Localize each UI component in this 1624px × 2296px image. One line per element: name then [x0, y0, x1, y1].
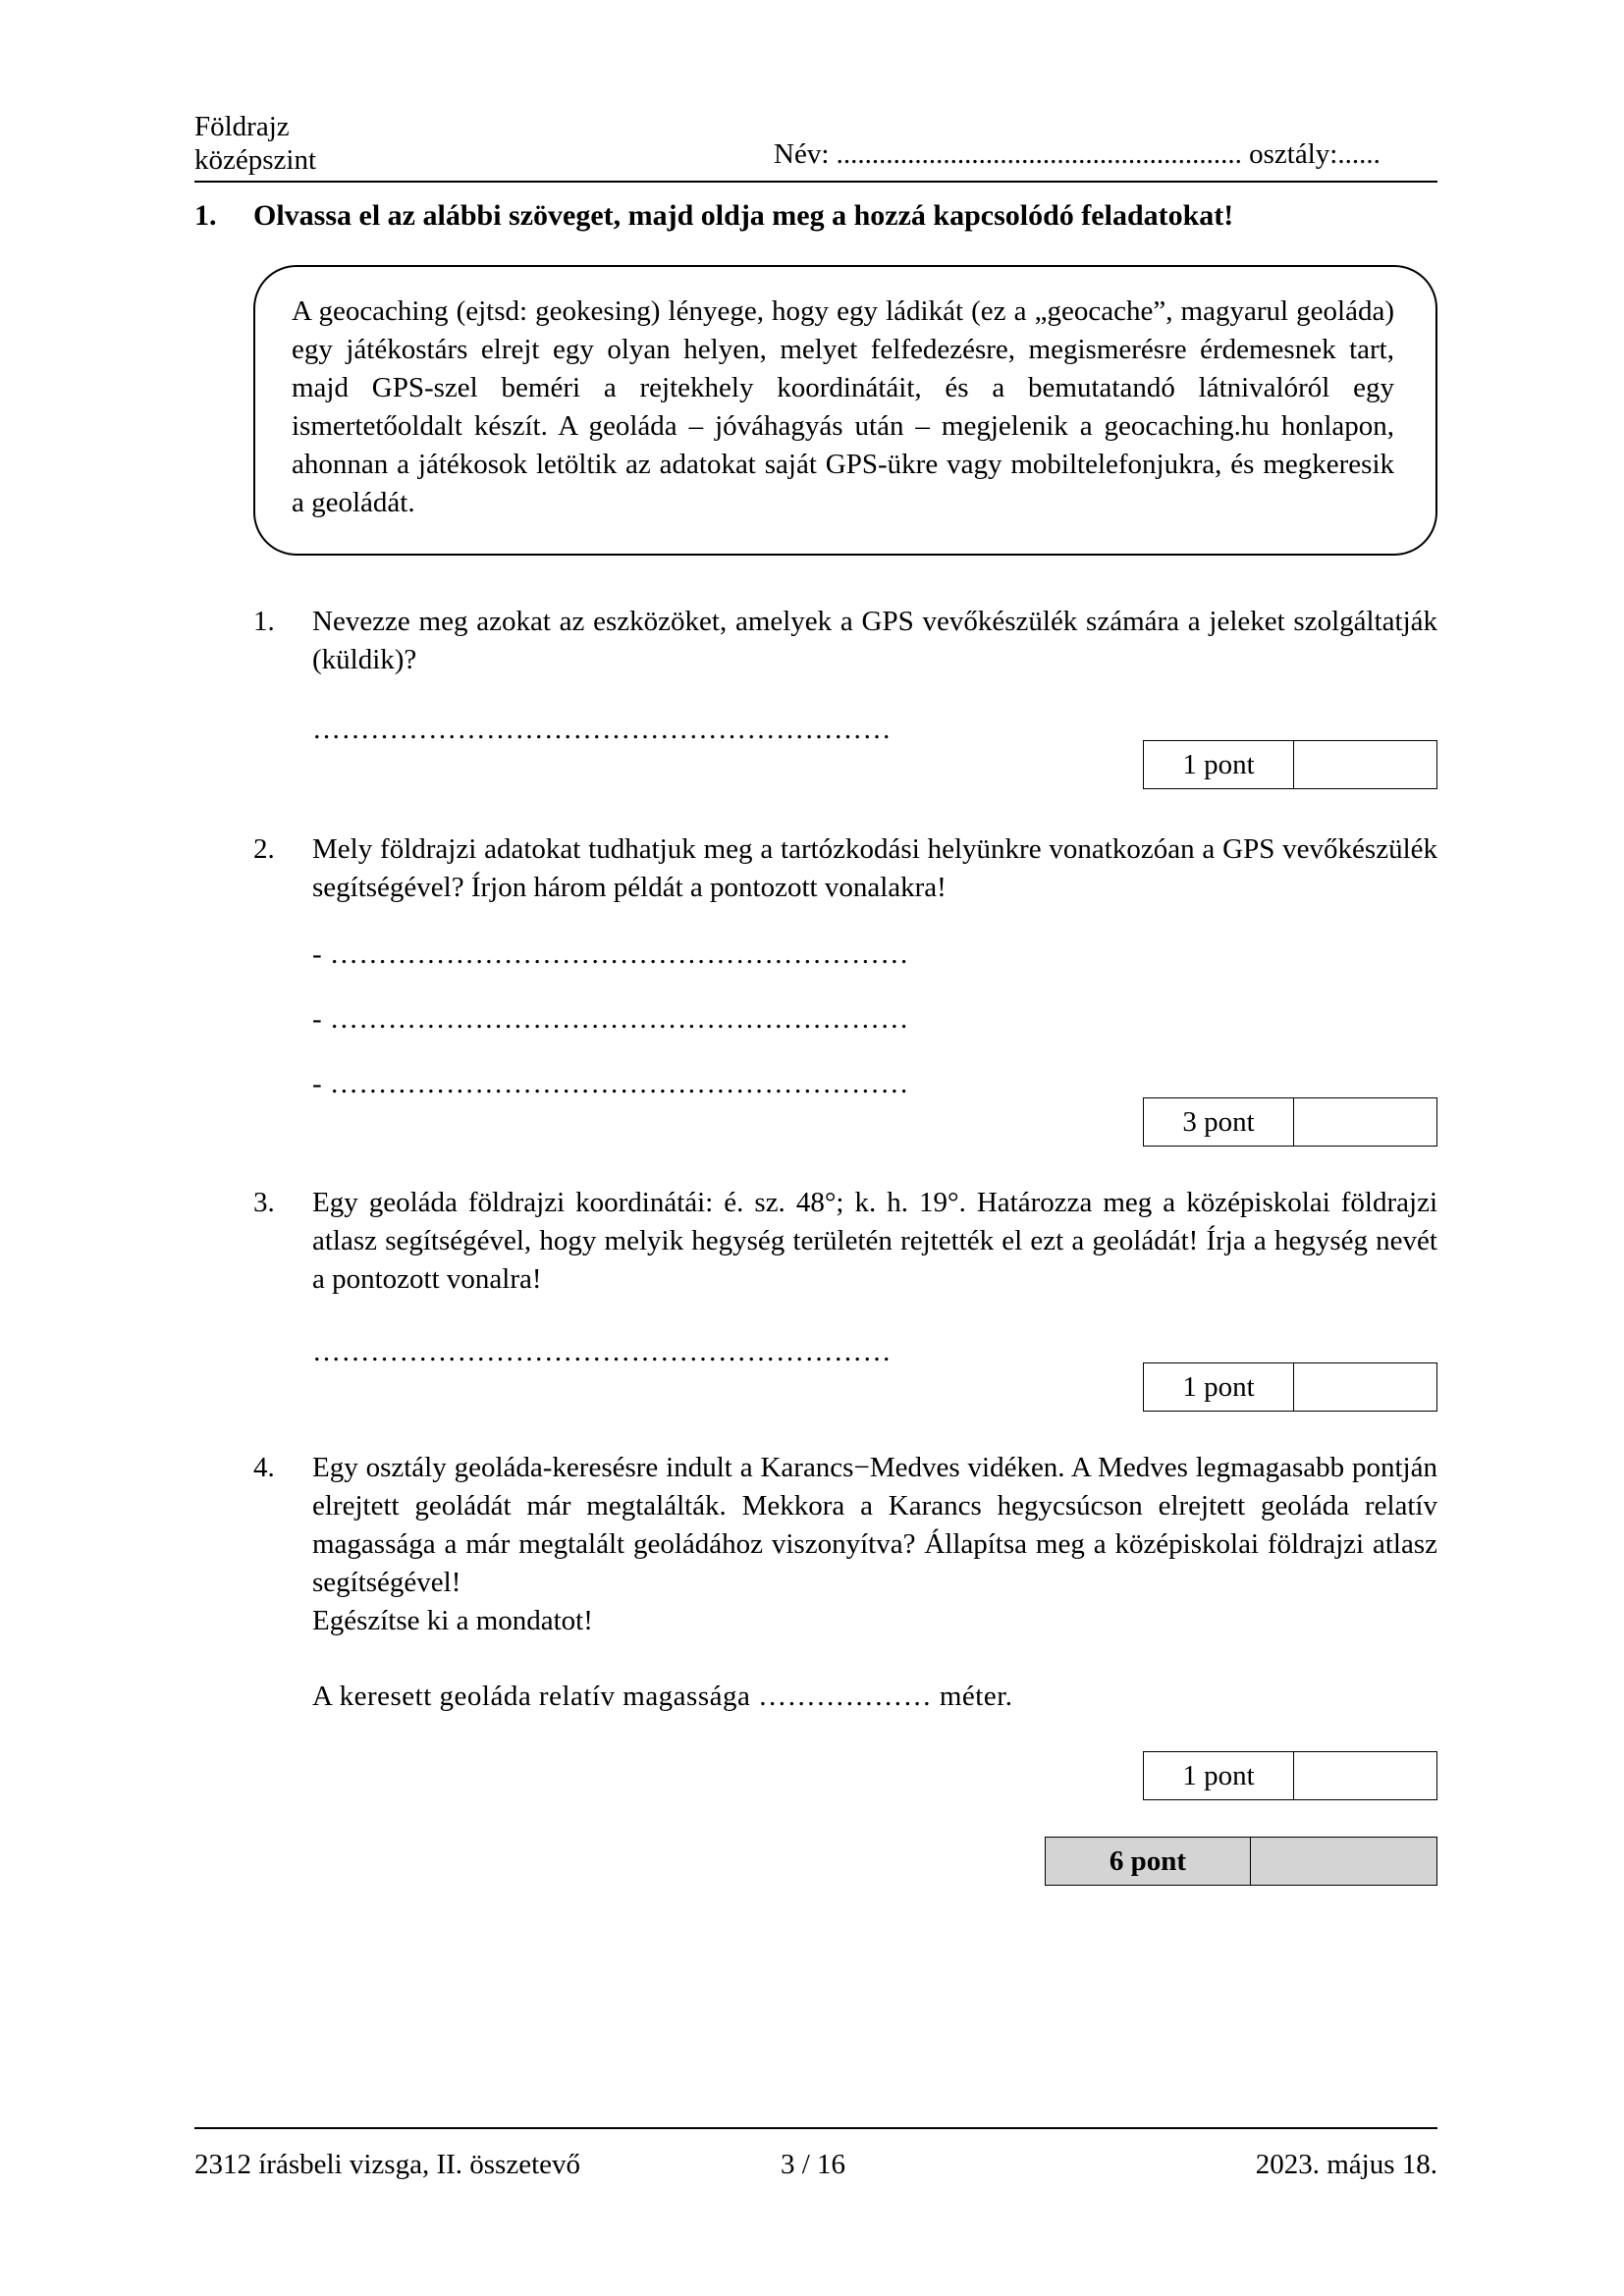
question-number: 2.	[253, 833, 275, 865]
total-score-box	[1045, 1837, 1437, 1886]
question-2	[253, 830, 1437, 907]
total-score-field[interactable]	[1251, 1838, 1436, 1885]
question-text: Nevezze meg azokat az eszközöket, amelyek a GPS vevőkészülék számára a jeleket szolgáltatják (küldik)?	[312, 606, 1437, 675]
answer-line[interactable]: ……………………………………………………	[312, 714, 892, 745]
score-label: 3 pont	[1144, 1098, 1294, 1146]
question-text: Egy osztály geoláda-keresésre indult a Karancs−Medves vidéken. A Medves legmagasabb pontján elrejtett geoládát már megtalálták. Mekkora a Karancs hegycsúcson elrejtett geoláda relatív magassága a már megtalált geoládához viszonyítva? Állapítsa meg a középiskolai földrajzi atlasz segítségével!	[312, 1452, 1437, 1598]
score-box	[1143, 1097, 1437, 1147]
question-1	[253, 603, 1437, 679]
question-text: Egy geoláda földrajzi koordinátái: é. sz. 48°; k. h. 19°. Határozza meg a középiskolai földrajzi atlasz segítségével, hogy melyik hegység területén rejtették el ezt a geoládát! Írja a hegység nevét a pontozott vonalra!	[312, 1187, 1437, 1295]
header-rule	[194, 181, 1437, 183]
answer-line[interactable]: - ……………………………………………………	[312, 1003, 909, 1035]
score-field[interactable]	[1294, 741, 1436, 788]
subject-level: középszint	[194, 144, 317, 176]
header-subject	[194, 110, 316, 177]
score-label: 1 pont	[1144, 1363, 1294, 1411]
name-class-line: Név: ......................................................... osztály:......	[774, 138, 1380, 170]
score-field[interactable]	[1294, 1752, 1436, 1799]
question-number: 4.	[253, 1452, 275, 1483]
total-score-label: 6 pont	[1046, 1838, 1251, 1885]
score-field[interactable]	[1294, 1363, 1436, 1411]
footer-date: 2023. május 18.	[1255, 2149, 1437, 2180]
task-title	[194, 198, 1233, 234]
question-text: Mely földrajzi adatokat tudhatjuk meg a tartózkodási helyünkre vonatkozóan a GPS vevőkészülék segítségével? Írjon három példát a pontozott vonalakra!	[312, 833, 1437, 903]
subject-name: Földrajz	[194, 111, 290, 142]
passage-box	[253, 265, 1437, 556]
score-field[interactable]	[1294, 1098, 1436, 1146]
score-label: 1 pont	[1144, 741, 1294, 788]
question-instruction: Egészítse ki a mondatot!	[312, 1605, 593, 1636]
score-box	[1143, 740, 1437, 789]
answer-line[interactable]: - ……………………………………………………	[312, 1068, 909, 1099]
question-3	[253, 1184, 1437, 1299]
passage-text: A geocaching (ejtsd: geokesing) lényege, hogy egy ládikát (ez a „geocache”, magyarul geoláda) egy játékostárs elrejt egy olyan helyen, melyet felfedezésre, megismerésre érdemesnek tart, majd GPS-szel beméri a rejtekhely koordinátáit, és a bemutatandó látnivalóról egy ismertetőoldalt készít. A geoláda – jóváhagyás után – megjelenik a geocaching.hu honlapon, ahonnan a játékosok letöltik az adatokat saját GPS-ükre vagy mobiltelefonjukra, és megkeresik a geoládát.	[292, 295, 1394, 518]
score-box	[1143, 1751, 1437, 1800]
question-4	[253, 1449, 1437, 1640]
task-number: 1.	[194, 199, 217, 232]
question-number: 1.	[253, 606, 275, 637]
answer-line[interactable]: ……………………………………………………	[312, 1336, 892, 1367]
task-instruction: Olvassa el az alábbi szöveget, majd oldja meg a hozzá kapcsolódó feladatokat!	[253, 199, 1234, 232]
score-box	[1143, 1362, 1437, 1412]
question-number: 3.	[253, 1187, 275, 1218]
footer-exam-id: 2312 írásbeli vizsga, II. összetevő	[194, 2149, 581, 2180]
answer-line[interactable]: - ……………………………………………………	[312, 938, 909, 970]
footer-rule	[194, 2127, 1437, 2129]
score-label: 1 pont	[1144, 1752, 1294, 1799]
footer-page-number: 3 / 16	[781, 2149, 846, 2180]
fill-in-sentence[interactable]: A keresett geoláda relatív magassága ……………… méter.	[312, 1681, 1013, 1712]
